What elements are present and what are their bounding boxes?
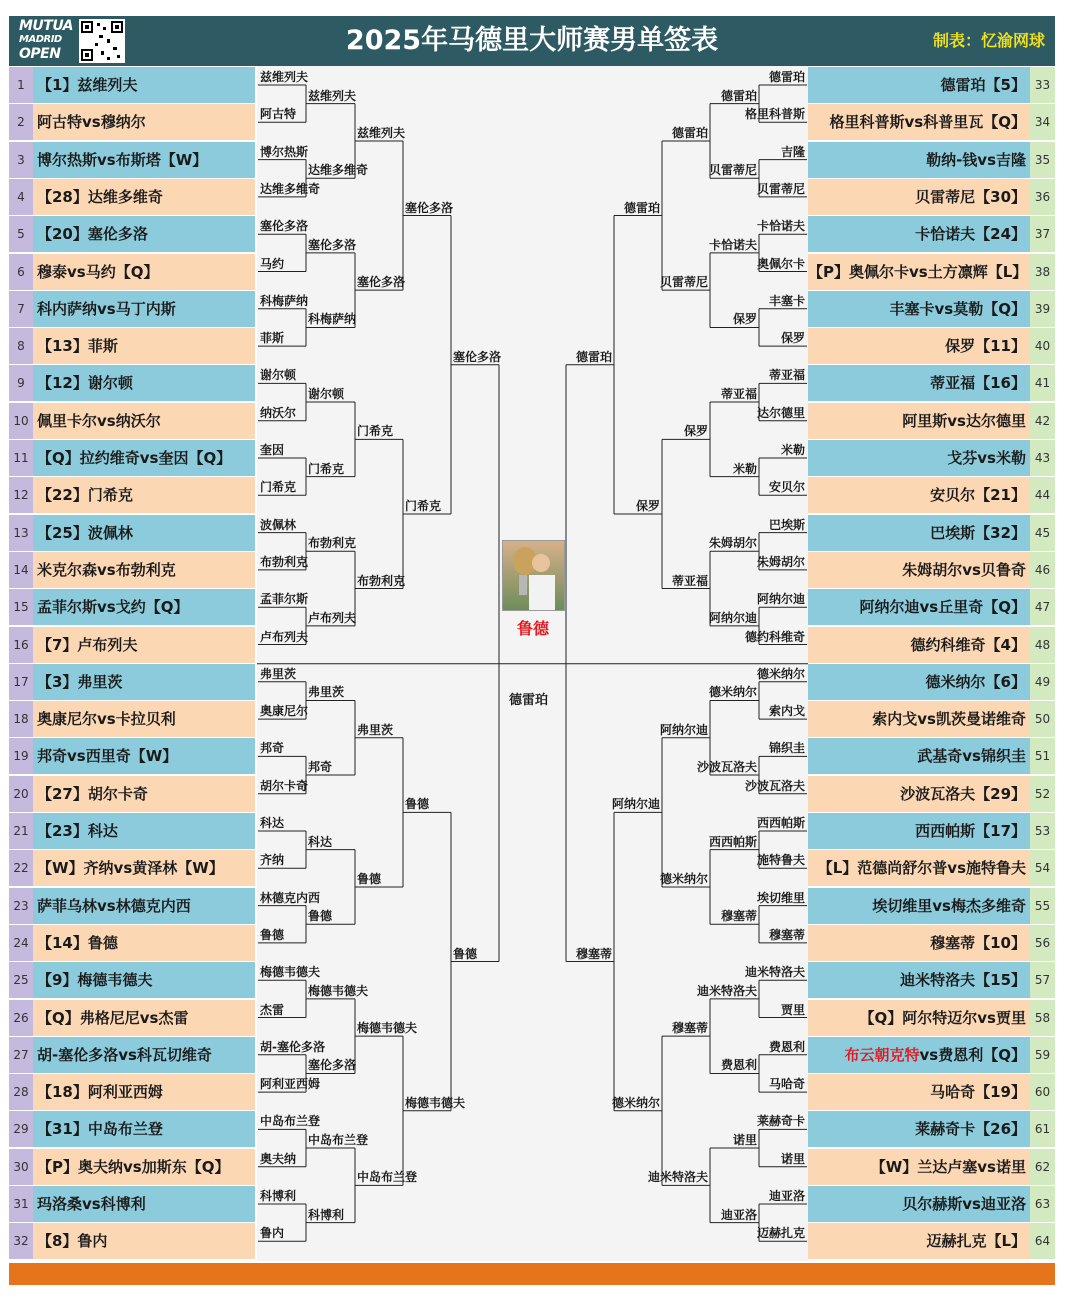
seed-number: 12	[9, 477, 33, 513]
entry-rest: vs费恩利【Q】	[919, 1045, 1026, 1064]
logo-line: OPEN	[19, 46, 61, 62]
seed-number: 56	[1030, 925, 1055, 961]
draw-entry: 【25】波佩林	[33, 515, 255, 551]
seed-number: 13	[9, 515, 33, 551]
bracket-player: 中岛布兰登	[357, 1170, 418, 1185]
seed-number: 31	[9, 1186, 33, 1222]
draw-entry: 【P】奥佩尔卡vs土方凛辉【L】	[808, 254, 1030, 290]
bracket-player: 孟菲尔斯	[260, 592, 309, 607]
draw-entry: 沙波瓦洛夫【29】	[808, 776, 1030, 812]
seed-number: 10	[9, 403, 33, 439]
champion-name: 鲁德	[516, 619, 549, 638]
bracket-player: 达维多维奇	[260, 181, 321, 196]
seed-number: 54	[1030, 850, 1055, 886]
bracket-player: 莱赫奇卡	[756, 1114, 805, 1129]
draw-entry: 卡恰诺夫【24】	[808, 216, 1030, 252]
bracket-player: 中岛布兰登	[260, 1114, 321, 1129]
footer-bar	[9, 1263, 1055, 1285]
draw-entry: 【13】菲斯	[33, 328, 255, 364]
seed-number: 46	[1030, 552, 1055, 588]
bracket-player: 科达	[308, 834, 333, 849]
draw-entry: 玛洛桑vs科博利	[33, 1186, 255, 1222]
seed-number: 38	[1030, 254, 1055, 290]
bracket-player: 波佩林	[260, 517, 297, 532]
bracket-player: 沙波瓦洛夫	[744, 778, 805, 793]
draw-entry: 阿里斯vs达尔德里	[808, 403, 1030, 439]
seed-number: 6	[9, 254, 33, 290]
seed-number: 62	[1030, 1149, 1055, 1185]
bracket-player: 奥康尼尔	[260, 704, 309, 719]
bracket-player: 德米纳尔	[659, 871, 708, 886]
draw-entry: 西西帕斯【17】	[808, 813, 1030, 849]
bracket-player: 科达	[260, 816, 285, 830]
draw-entry: 贝雷蒂尼【30】	[808, 179, 1030, 215]
bracket-player: 梅德韦德夫	[308, 983, 369, 998]
bracket-player: 弗里茨	[260, 666, 297, 681]
draw-entry: 迪米特洛夫【15】	[808, 962, 1030, 998]
bracket-player: 施特鲁夫	[756, 853, 805, 868]
seed-number: 64	[1030, 1223, 1055, 1259]
draw-entry: 【1】兹维列夫	[33, 67, 255, 103]
bracket-player: 德米纳尔	[756, 666, 805, 681]
seed-number: 7	[9, 291, 33, 327]
bracket-player: 德雷珀	[720, 88, 757, 103]
bracket-player: 奎因	[260, 443, 285, 457]
bracket-player: 德米纳尔	[611, 1095, 660, 1110]
draw-entry: 【W】兰达卢塞vs诺里	[808, 1149, 1030, 1185]
bracket-player: 塞伦多洛	[357, 275, 406, 290]
bracket-player: 埃切维里	[756, 890, 805, 905]
draw-entry: 穆泰vs马约【Q】	[33, 254, 255, 290]
page-title: 2025年马德里大师赛男单签表	[345, 25, 719, 56]
seed-number: 14	[9, 552, 33, 588]
bracket-player: 梅德韦德夫	[260, 965, 321, 980]
bracket-player: 中岛布兰登	[308, 1133, 369, 1148]
logo-line: MADRID	[19, 34, 62, 45]
bracket-player: 门希克	[308, 461, 345, 476]
seed-number: 26	[9, 1000, 33, 1036]
draw-entry: 武基奇vs锦织圭	[808, 738, 1030, 774]
seed-number: 45	[1030, 515, 1055, 551]
seed-number: 41	[1030, 365, 1055, 401]
draw-entry: 蒂亚福【16】	[808, 365, 1030, 401]
bracket-player: 塞伦多洛	[405, 200, 454, 215]
seed-number: 4	[9, 179, 33, 215]
draw-entry: 【22】门希克	[33, 477, 255, 513]
draw-entry: 佩里卡尔vs纳沃尔	[33, 403, 255, 439]
bracket-player: 吉隆	[780, 144, 805, 159]
seed-number: 19	[9, 738, 33, 774]
seed-number: 5	[9, 216, 33, 252]
bracket-player: 保罗	[683, 424, 708, 439]
bracket-player: 穆塞蒂	[671, 1021, 708, 1036]
seed-number: 9	[9, 365, 33, 401]
seed-number: 61	[1030, 1111, 1055, 1147]
seed-number: 35	[1030, 142, 1055, 178]
bracket-player: 博尔热斯	[260, 144, 309, 159]
bracket-player: 科博利	[260, 1189, 297, 1203]
draw-entry: 邦奇vs西里奇【W】	[33, 738, 255, 774]
seed-number: 33	[1030, 67, 1055, 103]
draw-entry: 戈芬vs米勒	[808, 440, 1030, 476]
bracket-player: 德约科维奇	[744, 629, 805, 644]
seed-number: 20	[9, 776, 33, 812]
seed-number: 34	[1030, 104, 1055, 140]
bracket-player: 保罗	[732, 312, 757, 327]
bracket-player: 奥佩尔卡	[756, 256, 805, 271]
draw-entry: 【18】阿利亚西姆	[33, 1074, 255, 1110]
bracket-player: 朱姆胡尔	[708, 536, 757, 551]
bracket-player: 迪亚洛	[720, 1207, 757, 1222]
bracket-player: 达维多维奇	[308, 163, 369, 178]
bracket-player: 鲁内	[260, 1226, 285, 1241]
seed-number: 50	[1030, 701, 1055, 737]
bracket-player: 巴埃斯	[768, 517, 805, 532]
seed-number: 36	[1030, 179, 1055, 215]
bracket-player: 阿纳尔迪	[756, 592, 805, 607]
seed-number: 37	[1030, 216, 1055, 252]
bracket-player: 塞伦多洛	[260, 219, 309, 234]
bracket-player: 门希克	[357, 424, 394, 439]
logo-line: MUTUA	[19, 18, 73, 34]
bracket-player: 梅德韦德夫	[405, 1095, 466, 1110]
bracket-player: 迪亚洛	[768, 1189, 805, 1203]
bracket-player: 谢尔顿	[308, 387, 345, 402]
seed-number: 16	[9, 627, 33, 663]
bracket-player: 阿纳尔迪	[611, 797, 660, 812]
bracket-player: 阿纳尔迪	[659, 722, 708, 737]
draw-entry: 【14】鲁德	[33, 925, 255, 961]
seed-number: 28	[9, 1074, 33, 1110]
seed-number: 63	[1030, 1186, 1055, 1222]
bracket-player: 梅德韦德夫	[357, 1021, 418, 1036]
seed-number: 29	[9, 1111, 33, 1147]
draw-entry: 【12】谢尔顿	[33, 365, 255, 401]
bracket-player: 米勒	[732, 461, 757, 476]
final-opponent: 德雷珀	[509, 692, 549, 708]
bracket-player: 费恩利	[720, 1058, 757, 1073]
bracket-player: 迪米特洛夫	[647, 1170, 708, 1185]
bracket-player: 格里科普斯	[744, 107, 805, 122]
bracket-player: 门希克	[260, 480, 297, 495]
seed-number: 25	[9, 962, 33, 998]
draw-entry: 格里科普斯vs科普里瓦【Q】	[808, 104, 1030, 140]
bracket-player: 诺里	[732, 1133, 757, 1148]
bracket-player: 德雷珀	[671, 125, 708, 140]
seed-number: 60	[1030, 1074, 1055, 1110]
draw-entry: 马哈奇【19】	[808, 1074, 1030, 1110]
bracket-player: 德米纳尔	[708, 685, 757, 700]
bracket-player: 安贝尔	[768, 480, 805, 495]
seed-number: 58	[1030, 1000, 1055, 1036]
bracket-player: 奥夫纳	[260, 1151, 297, 1166]
champion-photo	[502, 540, 565, 611]
bracket-player: 鲁德	[405, 797, 430, 812]
credit-label: 制表：忆渝网球	[932, 31, 1045, 50]
draw-entry: 朱姆胡尔vs贝鲁奇	[808, 552, 1030, 588]
bracket-player: 布勃利克	[308, 536, 357, 551]
draw-entry: 【3】弗里茨	[33, 664, 255, 700]
seed-number: 23	[9, 888, 33, 924]
bracket-player: 门希克	[405, 498, 442, 513]
draw-entry: 胡-塞伦多洛vs科瓦切维奇	[33, 1037, 255, 1073]
bracket-player: 塞伦多洛	[453, 349, 502, 364]
bracket-player: 弗里茨	[308, 685, 345, 700]
bracket-player: 沙波瓦洛夫	[696, 760, 757, 775]
draw-entry: 科内萨纳vs马丁内斯	[33, 291, 255, 327]
draw-entry: 【7】卢布列夫	[33, 627, 255, 663]
seed-number: 32	[9, 1223, 33, 1259]
bracket-player: 诺里	[780, 1151, 805, 1166]
draw-entry: 阿纳尔迪vs丘里奇【Q】	[808, 589, 1030, 625]
seed-number: 22	[9, 850, 33, 886]
seed-number: 2	[9, 104, 33, 140]
bracket-player: 胡-塞伦多洛	[260, 1039, 325, 1054]
bracket-player: 马哈奇	[768, 1077, 805, 1092]
bracket-player: 兹维列夫	[308, 88, 357, 103]
seed-number: 27	[9, 1037, 33, 1073]
bracket-player: 蒂亚福	[720, 387, 757, 402]
draw-entry: 【Q】拉约维奇vs奎因【Q】	[33, 440, 255, 476]
seed-number: 52	[1030, 776, 1055, 812]
bracket-player: 科博利	[308, 1207, 345, 1222]
seed-number: 51	[1030, 738, 1055, 774]
bracket-player: 德雷珀	[623, 200, 660, 215]
bracket-player: 卡恰诺夫	[708, 237, 757, 252]
draw-entry: 穆塞蒂【10】	[808, 925, 1030, 961]
seed-number: 15	[9, 589, 33, 625]
bracket-player: 达尔德里	[756, 405, 805, 420]
bracket-player: 贾里	[780, 1002, 805, 1017]
seed-number: 55	[1030, 888, 1055, 924]
seed-number: 44	[1030, 477, 1055, 513]
bracket-player: 穆塞蒂	[768, 927, 805, 942]
bracket-player: 菲斯	[260, 331, 285, 346]
bracket-player: 阿利亚西姆	[260, 1077, 321, 1092]
draw-entry: 保罗【11】	[808, 328, 1030, 364]
bracket-player: 保罗	[635, 498, 660, 513]
bracket-player: 蒂亚福	[768, 368, 805, 383]
bracket-player: 迪米特洛夫	[744, 965, 805, 980]
bracket-player: 德雷珀	[575, 349, 612, 364]
draw-entry: 【31】中岛布兰登	[33, 1111, 255, 1147]
draw-entry: 阿古特vs穆纳尔	[33, 104, 255, 140]
bracket-player: 科梅萨纳	[308, 312, 357, 327]
draw-entry: 米克尔森vs布勃利克	[33, 552, 255, 588]
seed-number: 24	[9, 925, 33, 961]
bracket-player: 胡尔卡奇	[260, 778, 309, 793]
draw-entry: 巴埃斯【32】	[808, 515, 1030, 551]
draw-entry: 莱赫奇卡【26】	[808, 1111, 1030, 1147]
bracket-player: 林德克内西	[260, 890, 321, 905]
bracket-player: 纳沃尔	[260, 405, 297, 420]
draw-entry: 迈赫扎克【L】	[808, 1223, 1030, 1259]
seed-number: 57	[1030, 962, 1055, 998]
draw-entry: 索内戈vs凯茨曼诺维奇	[808, 701, 1030, 737]
bracket-player: 塞伦多洛	[308, 1058, 357, 1073]
bracket-player: 迪米特洛夫	[696, 983, 757, 998]
bracket-player: 西西帕斯	[708, 834, 757, 849]
bracket-player: 鲁德	[453, 946, 478, 961]
bracket-player: 布勃利克	[357, 573, 406, 588]
highlighted-name: 布云朝克特	[844, 1045, 920, 1064]
draw-entry: 【L】范德尚舒尔普vs施特鲁夫	[808, 850, 1030, 886]
bracket-player: 鲁德	[308, 909, 333, 924]
bracket-player: 丰塞卡	[768, 293, 805, 308]
draw-entry: 萨菲乌林vs林德克内西	[33, 888, 255, 924]
seed-number: 59	[1030, 1037, 1055, 1073]
bracket-player: 卢布列夫	[308, 610, 357, 625]
bracket-player: 兹维列夫	[357, 125, 406, 140]
bracket-player: 保罗	[780, 331, 805, 346]
bracket-player: 卡恰诺夫	[756, 219, 805, 234]
bracket-player: 杰雷	[260, 1002, 285, 1017]
seed-number: 21	[9, 813, 33, 849]
bracket-player: 弗里茨	[357, 722, 394, 737]
bracket-player: 迈赫扎克	[756, 1226, 805, 1241]
bracket-player: 塞伦多洛	[308, 237, 357, 252]
bracket-player: 贝雷蒂尼	[708, 163, 757, 178]
draw-entry: 【20】塞伦多洛	[33, 216, 255, 252]
draw-entry	[808, 1037, 1030, 1073]
bracket-player: 兹维列夫	[260, 70, 309, 84]
seed-number: 11	[9, 440, 33, 476]
seed-number: 3	[9, 142, 33, 178]
bracket-player: 邦奇	[260, 741, 285, 756]
bracket-player: 米勒	[780, 443, 805, 457]
bracket-player: 科梅萨纳	[260, 293, 309, 308]
bracket-player: 谢尔顿	[260, 368, 297, 383]
bracket-player: 穆塞蒂	[720, 909, 757, 924]
seed-number: 48	[1030, 627, 1055, 663]
bracket-player: 西西帕斯	[756, 816, 805, 830]
bracket-player: 费恩利	[768, 1039, 805, 1054]
bracket-player: 贝雷蒂尼	[659, 275, 708, 290]
bracket-player: 蒂亚福	[671, 573, 708, 588]
bracket-player: 阿纳尔迪	[708, 610, 757, 625]
bracket-player: 邦奇	[308, 760, 333, 775]
bracket-player: 贝雷蒂尼	[756, 181, 805, 196]
bracket-player: 卢布列夫	[260, 629, 309, 644]
draw-entry: 埃切维里vs梅杰多维奇	[808, 888, 1030, 924]
draw-entry: 【W】齐纳vs黄泽林【W】	[33, 850, 255, 886]
draw-entry: 德约科维奇【4】	[808, 627, 1030, 663]
seed-number: 30	[9, 1149, 33, 1185]
bracket-player: 锦织圭	[768, 741, 805, 756]
seed-number: 39	[1030, 291, 1055, 327]
seed-number: 40	[1030, 328, 1055, 364]
bracket-player: 齐纳	[260, 853, 285, 868]
bracket-player: 穆塞蒂	[575, 946, 612, 961]
seed-number: 17	[9, 664, 33, 700]
bracket-player: 德雷珀	[768, 70, 805, 84]
draw-entry: 【P】奥夫纳vs加斯东【Q】	[33, 1149, 255, 1185]
seed-number: 49	[1030, 664, 1055, 700]
seed-number: 42	[1030, 403, 1055, 439]
seed-number: 1	[9, 67, 33, 103]
draw-entry: 德米纳尔【6】	[808, 664, 1030, 700]
draw-entry: 【8】鲁内	[33, 1223, 255, 1259]
draw-entry: 安贝尔【21】	[808, 477, 1030, 513]
bracket-player: 阿古特	[260, 107, 297, 122]
bracket-player: 鲁德	[260, 927, 285, 942]
draw-entry: 【28】达维多维奇	[33, 179, 255, 215]
draw-entry: 勒纳-钱vs吉隆	[808, 142, 1030, 178]
seed-number: 18	[9, 701, 33, 737]
seed-number: 47	[1030, 589, 1055, 625]
seed-number: 53	[1030, 813, 1055, 849]
draw-entry: 博尔热斯vs布斯塔【W】	[33, 142, 255, 178]
draw-entry: 【Q】弗格尼尼vs杰雷	[33, 1000, 255, 1036]
draw-entry: 贝尔赫斯vs迪亚洛	[808, 1186, 1030, 1222]
seed-number: 43	[1030, 440, 1055, 476]
bracket-player: 朱姆胡尔	[756, 554, 805, 569]
bracket-player: 布勃利克	[260, 554, 309, 569]
bracket-player: 索内戈	[768, 704, 805, 719]
draw-entry: 德雷珀【5】	[808, 67, 1030, 103]
draw-entry: 奥康尼尔vs卡拉贝利	[33, 701, 255, 737]
draw-entry: 【27】胡尔卡奇	[33, 776, 255, 812]
draw-entry: 丰塞卡vs莫勒【Q】	[808, 291, 1030, 327]
draw-entry: 孟菲尔斯vs戈约【Q】	[33, 589, 255, 625]
draw-entry: 【23】科达	[33, 813, 255, 849]
draw-entry: 【Q】阿尔特迈尔vs贾里	[808, 1000, 1030, 1036]
bracket-player: 鲁德	[357, 871, 382, 886]
bracket-player: 马约	[260, 256, 285, 271]
seed-number: 8	[9, 328, 33, 364]
draw-entry: 【9】梅德韦德夫	[33, 962, 255, 998]
